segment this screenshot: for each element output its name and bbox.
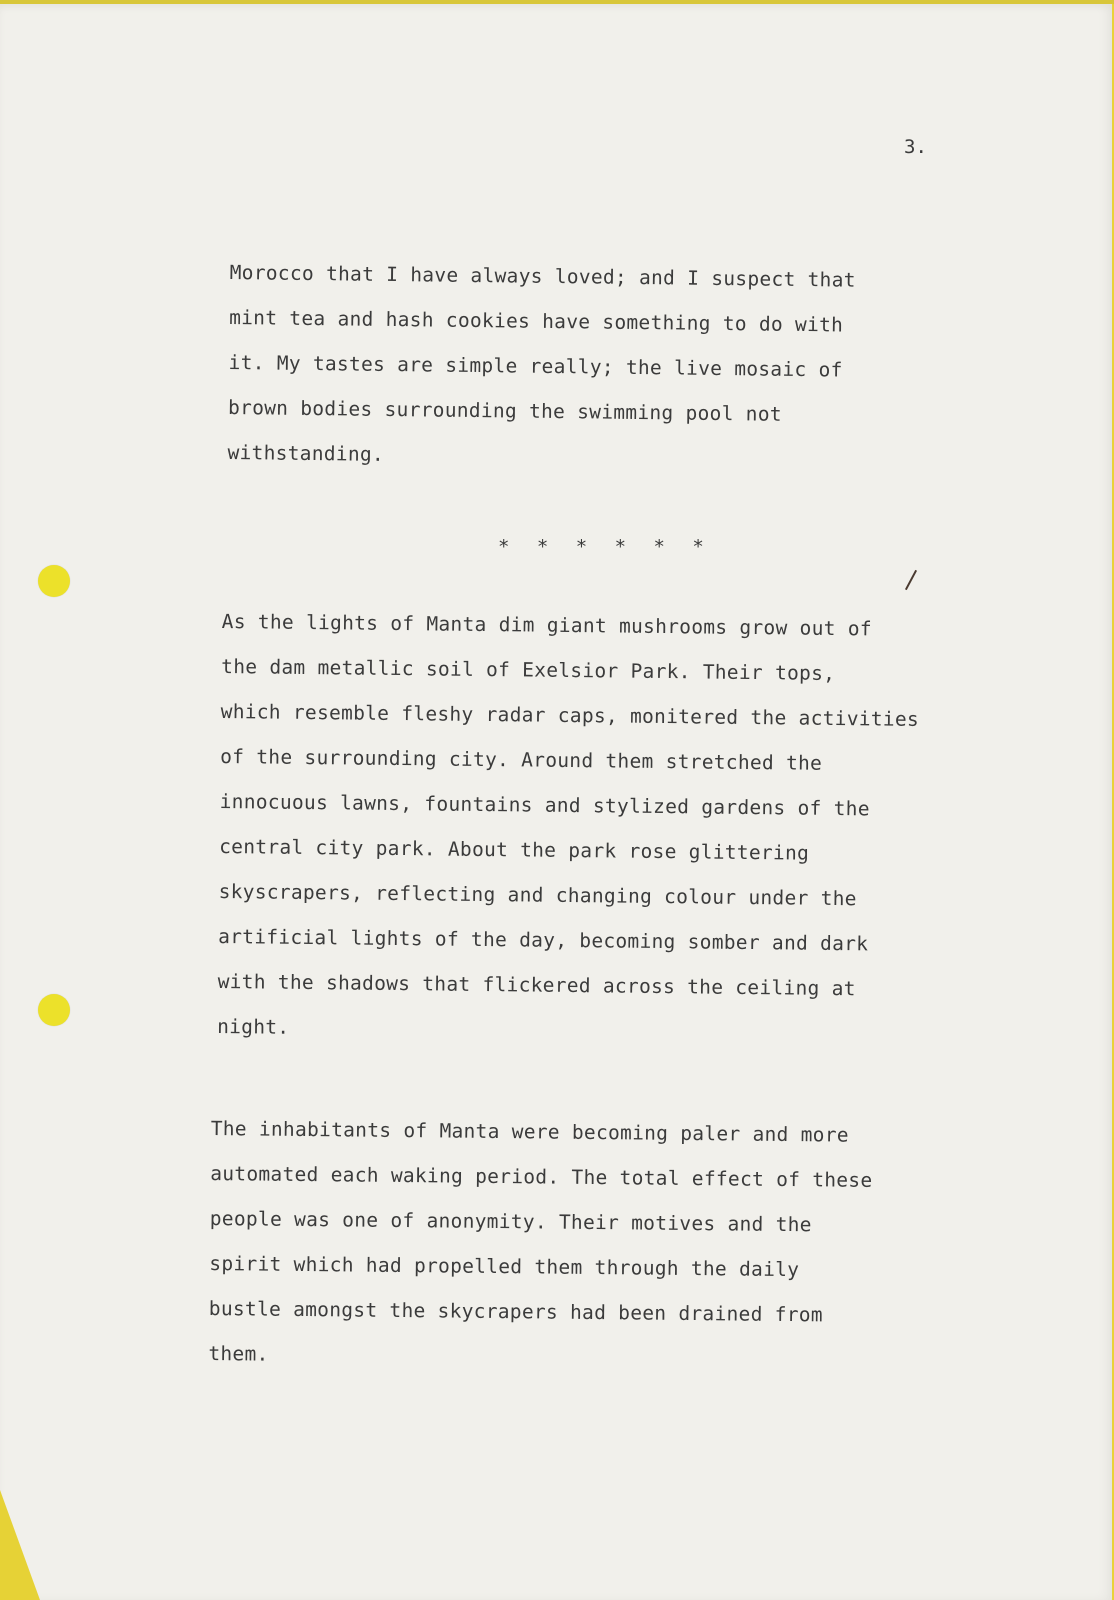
punch-hole <box>38 994 70 1026</box>
paragraph-line: them. <box>208 1341 269 1366</box>
paragraph-line: Morocco that I have always loved; and I suspect that <box>229 260 856 292</box>
paragraph-line: withstanding. <box>227 440 385 466</box>
paragraph-line: bustle amongst the skycrapers had been drained from <box>208 1296 824 1327</box>
page-number: 3. <box>904 136 927 158</box>
folder-corner <box>0 1490 40 1600</box>
paragraph-line: brown bodies surrounding the swimming pool not <box>227 395 783 426</box>
pen-mark <box>905 570 917 590</box>
paragraph-line: people was one of anonymity. Their motives and the <box>209 1206 812 1237</box>
paragraph-line: As the lights of Manta dim giant mushrooms grow out of <box>221 609 873 641</box>
paragraph-line: skyscrapers, reflecting and changing colour under the <box>218 879 857 911</box>
section-separator: * * * * * * <box>498 536 712 558</box>
paragraph-line: automated each waking period. The total effect of these <box>210 1161 873 1192</box>
punch-hole <box>38 565 70 597</box>
paragraph-line: central city park. About the park rose glittering <box>219 834 810 865</box>
paragraph-line: it. My tastes are simple really; the live mosaic of <box>228 350 843 382</box>
paragraph-line: The inhabitants of Manta were becoming paler and more <box>210 1116 849 1147</box>
paragraph-3 <box>208 1106 873 1383</box>
paragraph-line: of the surrounding city. Around them stretched the <box>220 744 823 775</box>
paragraph-line: spirit which had propelled them through the daily <box>209 1251 800 1282</box>
paragraph-1 <box>227 250 856 483</box>
paragraph-line: artificial lights of the day, becoming somber and dark <box>218 924 869 956</box>
paragraph-line: night. <box>217 1014 290 1039</box>
paragraph-line: innocuous lawns, fountains and stylized gardens of the <box>219 789 870 821</box>
paragraph-line: with the shadows that flickered across the ceiling at <box>217 969 856 1001</box>
paragraph-line: the dam metallic soil of Exelsior Park. Their tops, <box>221 654 836 685</box>
paragraph-2 <box>217 599 920 1057</box>
typed-page <box>0 4 1112 1600</box>
paragraph-line: mint tea and hash cookies have something to do with <box>229 305 844 337</box>
paragraph-line: which resemble fleshy radar caps, monitered the activities <box>220 699 920 731</box>
